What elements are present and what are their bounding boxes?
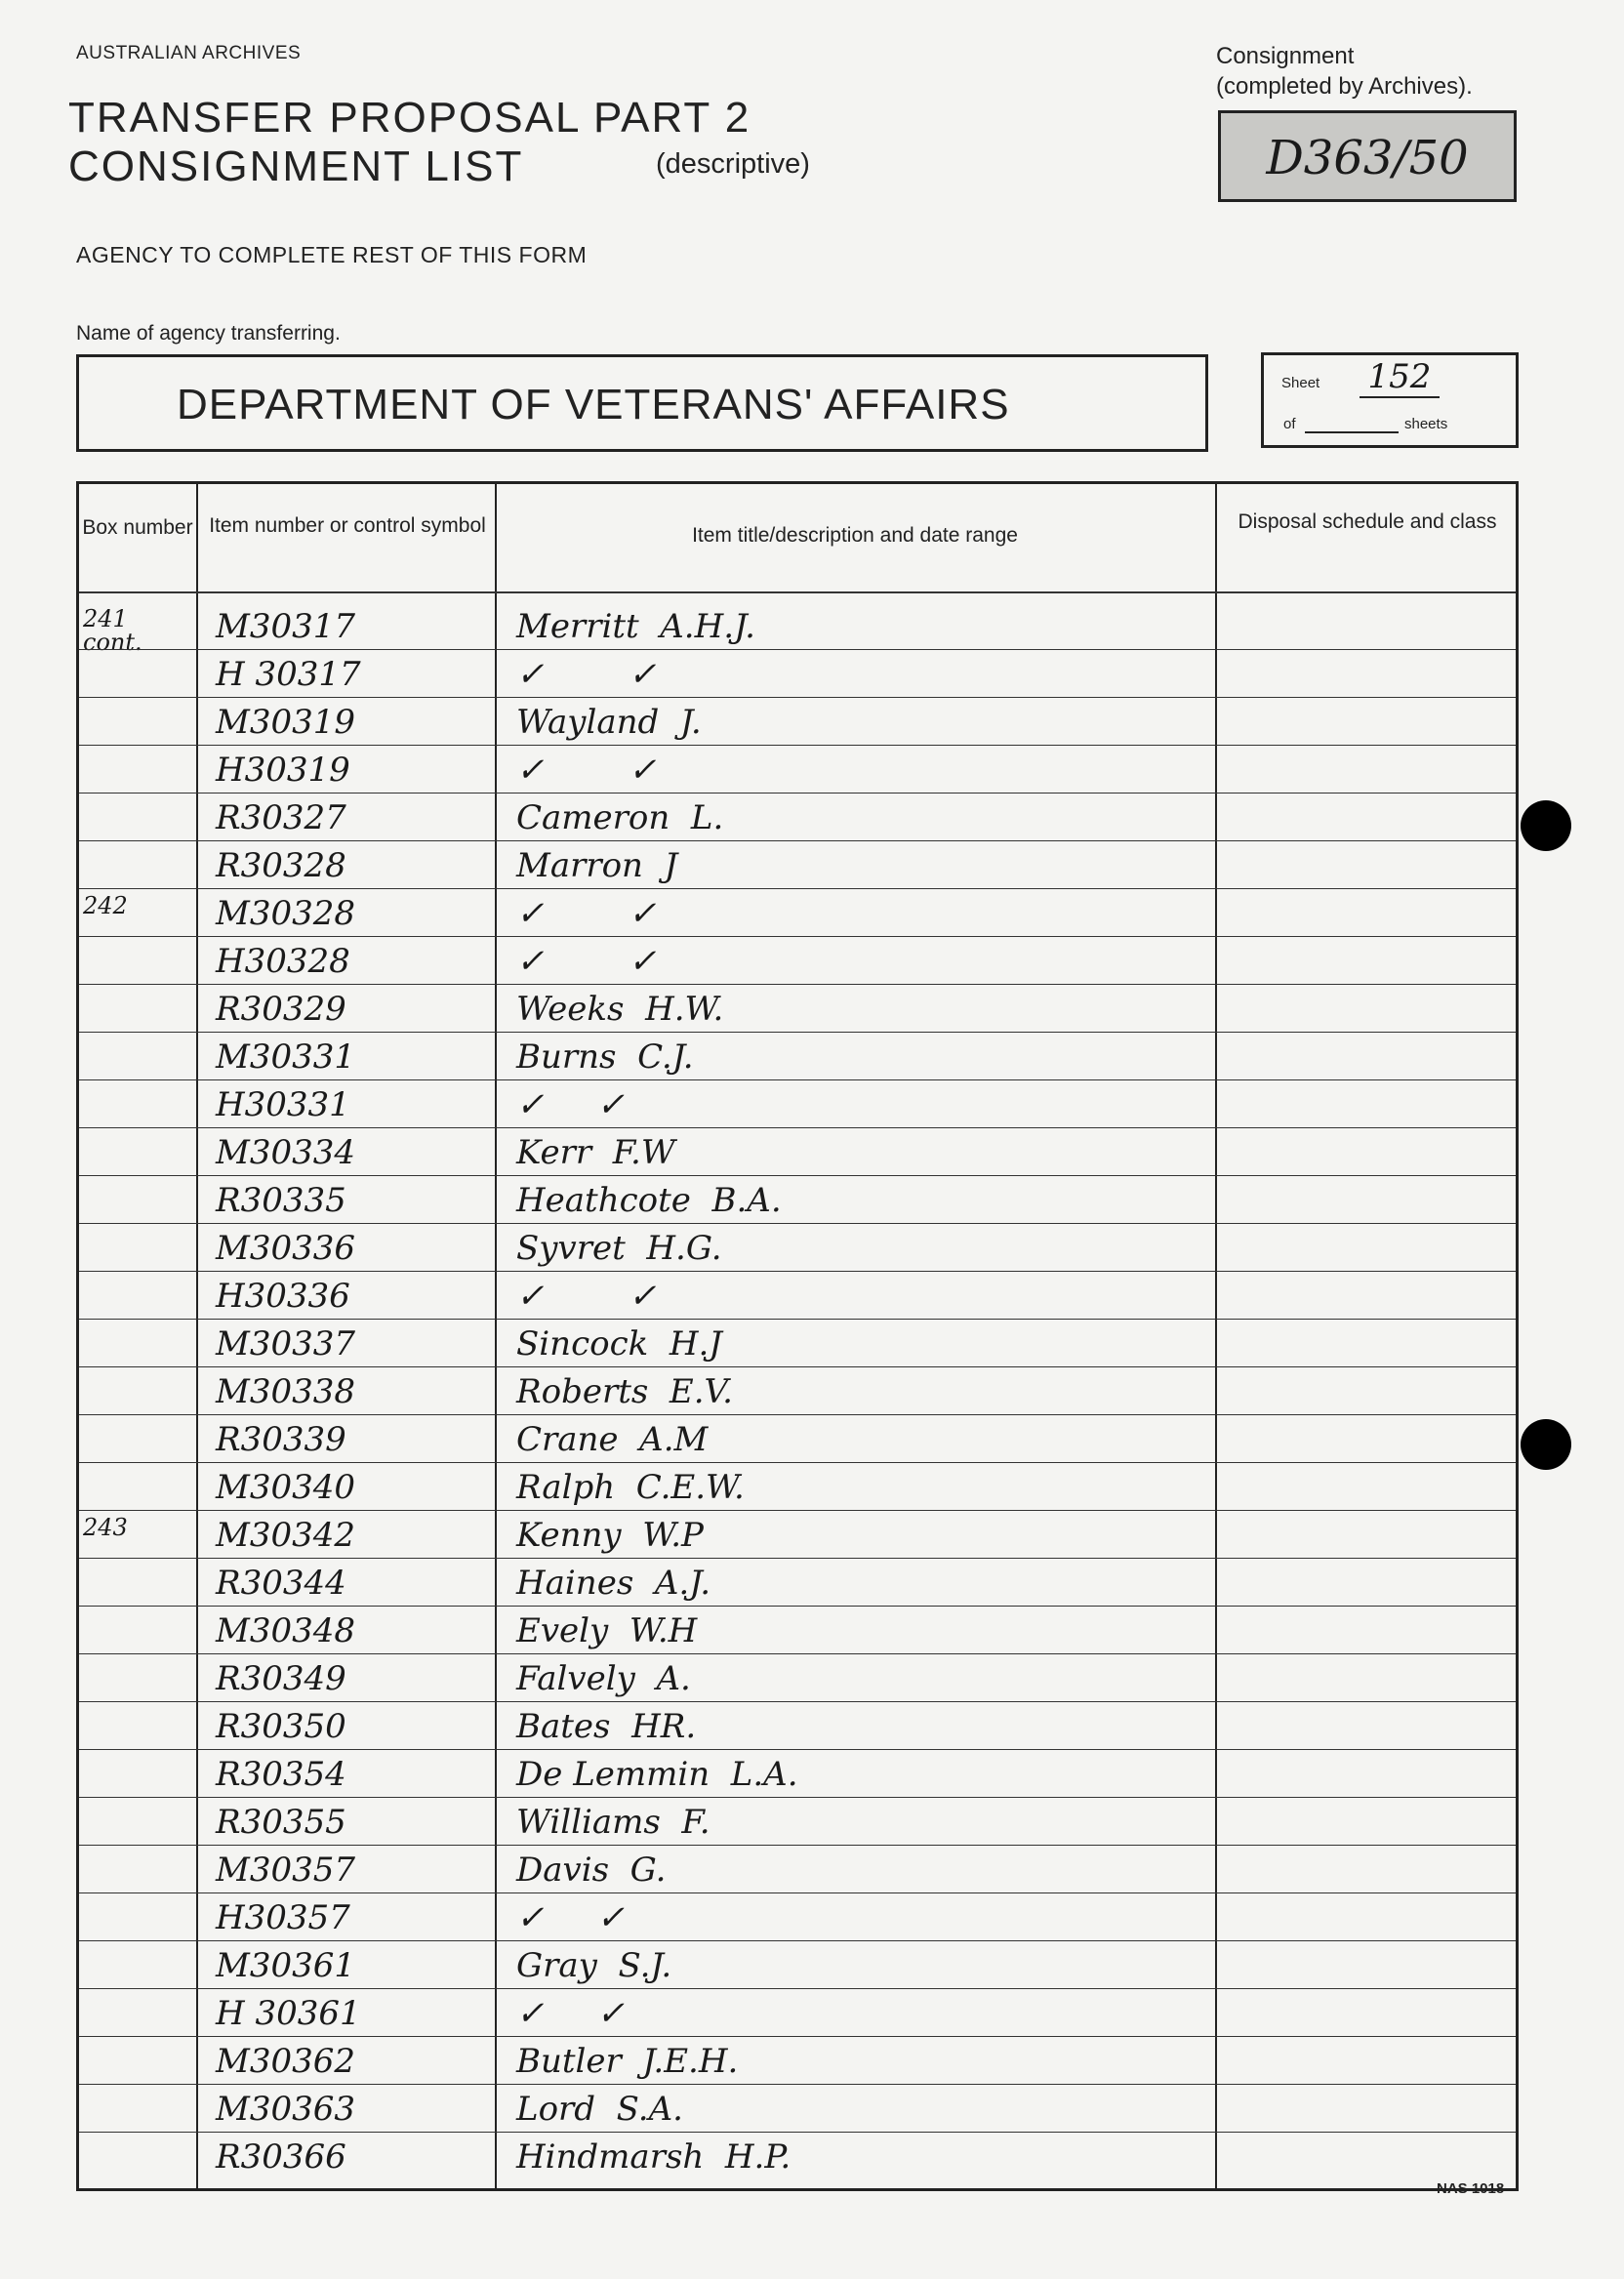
item-number-cell: M30362: [216, 2042, 355, 2081]
row-divider: [79, 888, 1516, 889]
column-header-box: Box number: [82, 516, 193, 539]
agency-name-box: [76, 354, 1208, 452]
row-divider: [79, 1845, 1516, 1846]
row-divider: [79, 1414, 1516, 1415]
item-title-cell: Williams F.: [516, 1803, 710, 1842]
form-title-line1: TRANSFER PROPOSAL PART 2: [68, 94, 751, 142]
row-divider: [79, 1940, 1516, 1941]
consignment-box: [1218, 110, 1517, 202]
punch-hole: [1521, 1419, 1571, 1470]
row-divider: [79, 1988, 1516, 1989]
item-number-cell: R30349: [216, 1659, 346, 1698]
column-header-disposal: Disposal schedule and class: [1238, 510, 1497, 533]
row-divider: [79, 936, 1516, 937]
item-number-cell: R30354: [216, 1755, 346, 1794]
row-divider: [79, 2084, 1516, 2085]
item-title-cell: Cameron L.: [516, 798, 724, 837]
form-title-line2: CONSIGNMENT LIST: [68, 142, 524, 190]
item-number-cell: M30337: [216, 1324, 355, 1363]
item-title-cell: ✓ ✓: [516, 655, 657, 694]
item-title-cell: ✓ ✓: [516, 894, 657, 933]
sheet-box: [1261, 352, 1519, 448]
form-code: NAS 1018: [1437, 2180, 1505, 2197]
item-title-cell: Lord S.A.: [516, 2090, 683, 2129]
item-number-cell: H30331: [216, 1085, 350, 1124]
item-number-cell: M30361: [216, 1946, 355, 1985]
column-header-title: Item title/description and date range: [692, 524, 1018, 547]
item-number-cell: R30335: [216, 1181, 346, 1220]
item-number-cell: M30348: [216, 1611, 355, 1650]
item-title-cell: Wayland J.: [516, 703, 702, 742]
sheet-number: 152: [1360, 357, 1440, 398]
item-title-cell: Merritt A.H.J.: [516, 607, 755, 646]
row-divider: [79, 1749, 1516, 1750]
item-title-cell: Falvely A.: [516, 1659, 691, 1698]
row-divider: [79, 1653, 1516, 1654]
row-divider: [79, 697, 1516, 698]
item-title-cell: Crane A.M: [516, 1420, 709, 1459]
item-number-cell: H 30317: [216, 655, 361, 694]
item-number-cell: H30328: [216, 942, 350, 981]
organization-name: AUSTRALIAN ARCHIVES: [76, 43, 302, 63]
agency-instruction: AGENCY TO COMPLETE REST OF THIS FORM: [76, 242, 588, 267]
row-divider: [79, 2132, 1516, 2133]
item-title-cell: Sincock H.J: [516, 1324, 722, 1363]
item-number-cell: M30357: [216, 1851, 355, 1890]
item-number-cell: M30317: [216, 607, 355, 646]
item-title-cell: Kenny W.P: [516, 1516, 704, 1555]
consignment-label-line2: (completed by Archives).: [1216, 73, 1473, 100]
item-number-cell: H30319: [216, 751, 350, 790]
row-divider: [79, 840, 1516, 841]
column-divider: [196, 484, 198, 2188]
row-divider: [79, 1271, 1516, 1272]
item-number-cell: M30334: [216, 1133, 355, 1172]
item-number-cell: H30336: [216, 1277, 350, 1316]
row-divider: [79, 1175, 1516, 1176]
row-divider: [79, 649, 1516, 650]
row-divider: [79, 1892, 1516, 1893]
row-divider: [79, 793, 1516, 794]
consignment-table: [76, 481, 1519, 2191]
row-divider: [79, 1797, 1516, 1798]
item-number-cell: R30366: [216, 2137, 346, 2177]
row-divider: [79, 1462, 1516, 1463]
item-number-cell: R30339: [216, 1420, 346, 1459]
row-divider: [79, 1366, 1516, 1367]
box-number-cell: 243: [83, 1514, 128, 1541]
row-divider: [79, 745, 1516, 746]
agency-name: DEPARTMENT OF VETERANS' AFFAIRS: [177, 381, 1010, 428]
item-title-cell: ✓ ✓: [516, 1898, 626, 1937]
item-title-cell: Kerr F.W: [516, 1133, 675, 1172]
item-number-cell: R30329: [216, 990, 346, 1029]
item-title-cell: Bates HR.: [516, 1707, 697, 1746]
item-number-cell: M30336: [216, 1229, 355, 1268]
item-title-cell: ✓ ✓: [516, 1277, 657, 1316]
column-divider: [495, 484, 497, 2188]
row-divider: [79, 1606, 1516, 1607]
item-title-cell: Hindmarsh H.P.: [516, 2137, 792, 2177]
sheet-label: Sheet: [1281, 375, 1320, 391]
item-title-cell: ✓ ✓: [516, 942, 657, 981]
item-title-cell: ✓ ✓: [516, 1994, 626, 2033]
row-divider: [79, 1223, 1516, 1224]
sheets-label: sheets: [1404, 416, 1448, 432]
row-divider: [79, 1319, 1516, 1320]
item-title-cell: Haines A.J.: [516, 1564, 711, 1603]
item-title-cell: Ralph C.E.W.: [516, 1468, 745, 1507]
item-title-cell: ✓ ✓: [516, 1085, 626, 1124]
agency-name-label: Name of agency transferring.: [76, 322, 341, 345]
item-number-cell: M30328: [216, 894, 355, 933]
row-divider: [79, 1701, 1516, 1702]
row-divider: [79, 2036, 1516, 2037]
form-title-subtitle: (descriptive): [656, 148, 810, 180]
consignment-number: D363/50: [1266, 131, 1469, 185]
row-divider: [79, 1510, 1516, 1511]
column-header-item: Item number or control symbol: [209, 514, 486, 537]
item-number-cell: R30355: [216, 1803, 346, 1842]
box-number-cell: 242: [83, 892, 128, 919]
item-title-cell: Burns C.J.: [516, 1038, 694, 1077]
box-number-cell: 241 cont.: [83, 605, 142, 656]
row-divider: [79, 1079, 1516, 1080]
item-number-cell: M30363: [216, 2090, 355, 2129]
row-divider: [79, 984, 1516, 985]
item-number-cell: R30328: [216, 846, 346, 885]
item-title-cell: Gray S.J.: [516, 1946, 672, 1985]
item-title-cell: Roberts E.V.: [516, 1372, 733, 1411]
row-divider: [79, 1127, 1516, 1128]
item-title-cell: Heathcote B.A.: [516, 1181, 782, 1220]
item-number-cell: M30331: [216, 1038, 355, 1077]
item-number-cell: R30344: [216, 1564, 346, 1603]
item-number-cell: M30319: [216, 703, 355, 742]
item-number-cell: R30327: [216, 798, 346, 837]
item-title-cell: Davis G.: [516, 1851, 667, 1890]
of-label: of: [1283, 416, 1296, 432]
item-title-cell: Marron J: [516, 846, 678, 885]
item-number-cell: R30350: [216, 1707, 346, 1746]
row-divider: [79, 1032, 1516, 1033]
item-number-cell: M30340: [216, 1468, 355, 1507]
item-number-cell: M30338: [216, 1372, 355, 1411]
header-divider: [79, 591, 1516, 593]
item-number-cell: H 30361: [216, 1994, 361, 2033]
item-title-cell: Butler J.E.H.: [516, 2042, 739, 2081]
punch-hole: [1521, 800, 1571, 851]
item-title-cell: Weeks H.W.: [516, 990, 724, 1029]
consignment-label: [1216, 41, 1473, 102]
item-title-cell: ✓ ✓: [516, 751, 657, 790]
row-divider: [79, 1558, 1516, 1559]
item-title-cell: Evely W.H: [516, 1611, 698, 1650]
item-number-cell: H30357: [216, 1898, 350, 1937]
consignment-label-line1: Consignment: [1216, 43, 1355, 69]
item-number-cell: M30342: [216, 1516, 355, 1555]
item-title-cell: Syvret H.G.: [516, 1229, 722, 1268]
sheets-total-line: [1305, 431, 1399, 433]
column-divider: [1215, 484, 1217, 2188]
item-title-cell: De Lemmin L.A.: [516, 1755, 798, 1794]
